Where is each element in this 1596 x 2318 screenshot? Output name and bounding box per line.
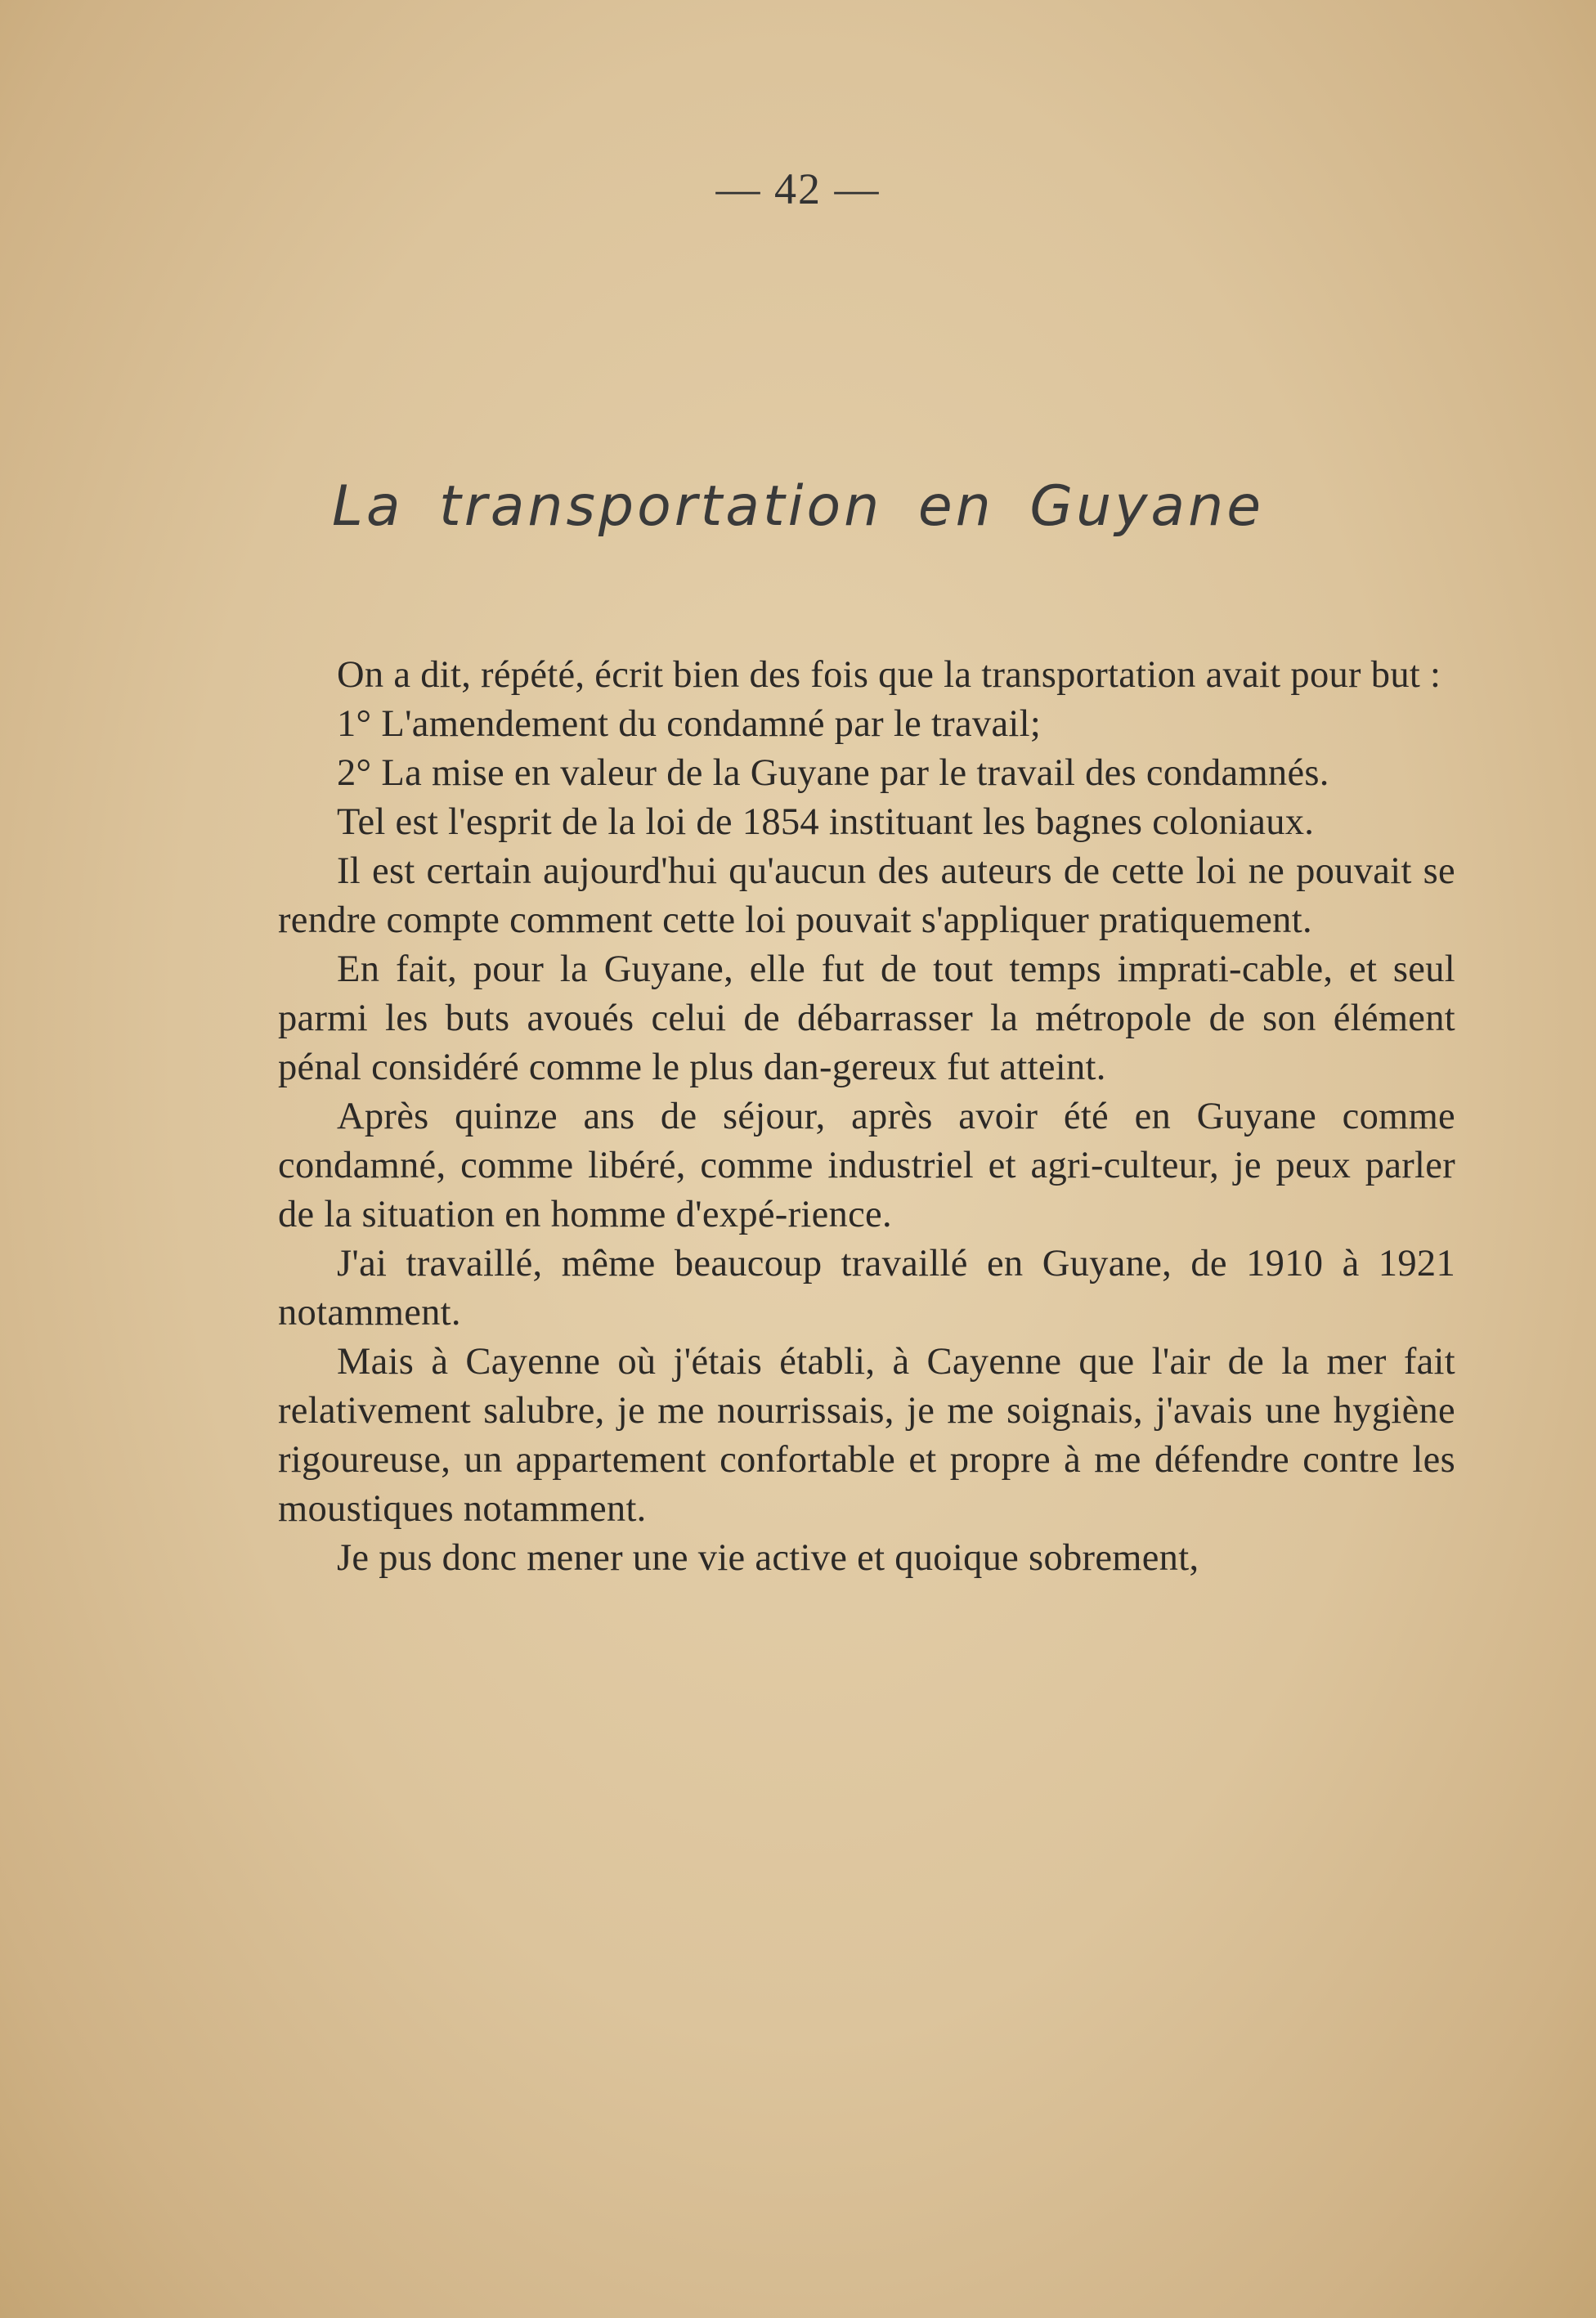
body-text [278,651,1455,1583]
paragraph: Je pus donc mener une vie active et quoique sobrement, [337,1537,1199,1579]
paragraph: J'ai travaillé, même beaucoup travaillé en Guyane, de 1910 à 1921 notamment. [278,1243,1455,1334]
paragraph: En fait, pour la Guyane, elle fut de tout temps imprati-cable, et seul parmi les buts avoués celui de débarrasser la métropole de son élément pénal considéré comme le plus dan-gereux fut atteint. [278,948,1455,1088]
paragraph: 2° La mise en valeur de la Guyane par le travail des condamnés. [337,752,1329,794]
paragraph: On a dit, répété, écrit bien des fois que la transportation avait pour but : [337,654,1441,696]
paragraph: Tel est l'esprit de la loi de 1854 instituant les bagnes coloniaux. [337,801,1315,843]
page-number: — 42 — [715,164,881,213]
paragraph: Après quinze ans de séjour, après avoir été en Guyane comme condamné, comme libéré, comme industriel et agri-culteur, je peux parler de la situation en homme d'expé-rience. [278,1096,1455,1235]
paragraph: 1° L'amendement du condamné par le travail; [337,703,1042,745]
chapter-title: La transportation en Guyane [331,474,1265,539]
paragraph: Il est certain aujourd'hui qu'aucun des auteurs de cette loi ne pouvait se rendre compte comment cette loi pouvait s'appliquer pratiquement. [278,850,1455,941]
paragraph: Mais à Cayenne où j'étais établi, à Cayenne que l'air de la mer fait relativement salubre, je me nourrissais, je me soignais, j'avais une hygiène rigoureuse, un appartement confortable et propre à me défendre contre les moustiques notamment. [278,1341,1455,1530]
